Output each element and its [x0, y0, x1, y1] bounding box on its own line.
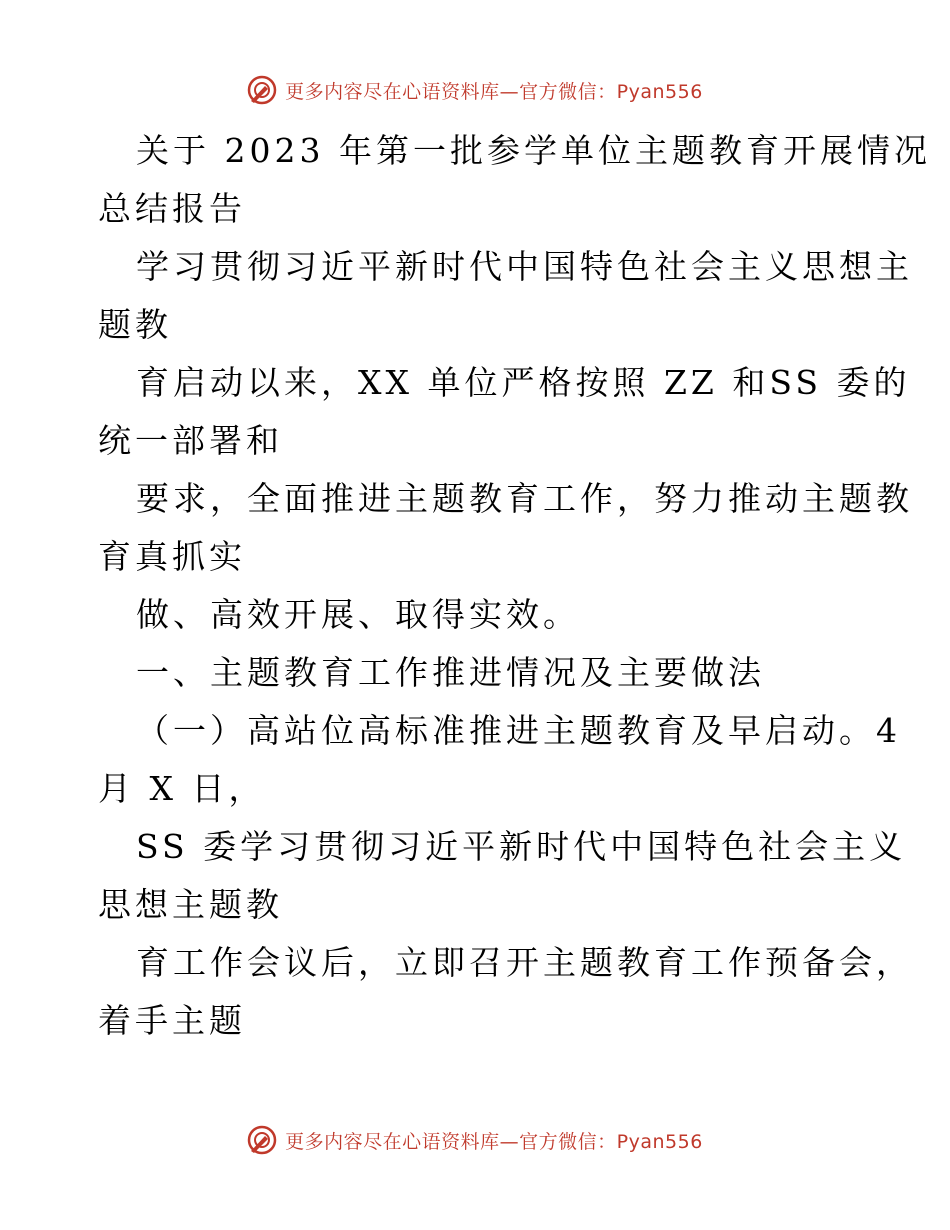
watermark-text: 更多内容尽在心语资料库—官方微信：Pyan556: [285, 1130, 703, 1153]
text-line: SS 委学习贯彻习近平新时代中国特色社会主义: [136, 827, 907, 866]
text-line: 育启动以来，XX 单位严格按照 ZZ 和SS 委的: [136, 363, 911, 402]
footer-watermark: [0, 1120, 950, 1160]
text-line: 学习贯彻习近平新时代中国特色社会主义思想主: [136, 247, 913, 286]
header-watermark: [0, 70, 950, 110]
text-line: 统一部署和: [98, 421, 283, 460]
text-line: 关于 2023 年第一批参学单位主题教育开展情况: [136, 131, 931, 170]
text-line: 月 X 日，: [98, 769, 266, 808]
text-line: 做、高效开展、取得实效。: [136, 595, 580, 634]
text-line: 总结报告: [98, 189, 246, 228]
document-body: [98, 122, 931, 1050]
text-line: 思想主题教: [98, 885, 283, 924]
text-line: 着手主题: [98, 1001, 246, 1040]
pen-logo-icon: [247, 1125, 277, 1155]
text-line: 育工作会议后，立即召开主题教育工作预备会，: [136, 943, 913, 982]
section-heading: 一、主题教育工作推进情况及主要做法: [136, 653, 765, 692]
pen-logo-icon: [247, 75, 277, 105]
text-line: 要求，全面推进主题教育工作，努力推动主题教: [136, 479, 913, 518]
text-line: 题教: [98, 305, 172, 344]
text-line: 育真抓实: [98, 537, 246, 576]
text-line: （一）高站位高标准推进主题教育及早启动。4: [136, 711, 901, 750]
watermark-text: 更多内容尽在心语资料库—官方微信：Pyan556: [285, 80, 703, 103]
